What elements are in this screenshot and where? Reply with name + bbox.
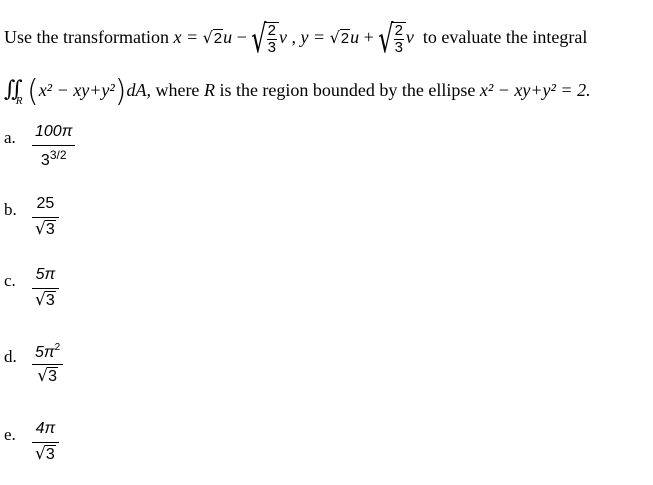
denominator-sqrt: √3 [35, 290, 55, 310]
numerator-power: 2 [54, 342, 61, 353]
numerator: 5π [35, 266, 56, 283]
double-integral-symbol: ∬ [4, 77, 16, 103]
choice-fraction [32, 196, 59, 238]
denominator-power: 3/2 [49, 148, 67, 162]
choice-letter: c. [4, 271, 16, 290]
left-paren: ( [26, 74, 39, 109]
where-text: where [155, 80, 200, 101]
choice-fraction [32, 267, 59, 309]
denominator: 3 [45, 221, 55, 238]
sqrt-2-u-2: √2 [329, 27, 350, 47]
right-paren: ) [114, 74, 127, 109]
choice-letter: e. [4, 425, 16, 444]
question-intro-text-2: to evaluate the integral [422, 26, 588, 47]
sqrt-2-u: √2 [202, 27, 223, 47]
plus-sign: + [363, 26, 379, 47]
denominator: 3 [45, 446, 55, 463]
denominator-sqrt: √3 [35, 444, 55, 464]
numerator: 5π [35, 344, 55, 361]
v-var: v [278, 26, 287, 47]
u-var-2: u [350, 26, 360, 47]
choice-fraction [32, 124, 75, 169]
denominator-sqrt: √3 [35, 219, 55, 239]
choice-fraction [32, 343, 63, 385]
question-intro-text: Use the transformation [4, 26, 169, 47]
u-var: u [223, 26, 233, 47]
numerator: 4π [35, 420, 56, 437]
minus-sign: − [236, 26, 252, 47]
question-line-2 [4, 74, 591, 109]
separator: , [291, 26, 301, 47]
choice-letter: a. [4, 128, 16, 147]
sqrt-two-thirds-2: √ $\frac{2}{3}$ [378, 22, 406, 56]
x-equals: x = [173, 26, 203, 47]
y-equals: y = [300, 26, 330, 47]
question-line-1 [4, 16, 588, 62]
v-var-2: v [405, 26, 414, 47]
sqrt-two-thirds-1: √ $\frac{2}{3}$ [251, 22, 279, 56]
denominator: 3 [45, 292, 55, 309]
numerator: 100π [35, 123, 73, 140]
choice-letter: d. [4, 347, 17, 366]
choice-letter: b. [4, 200, 17, 219]
dA: dA, [126, 80, 151, 101]
denominator: 3 [40, 152, 50, 169]
ellipse-equation: x² − xy+y² = 2. [479, 80, 591, 101]
region-subscript: R [15, 95, 23, 108]
region-R: R [203, 80, 215, 101]
choice-fraction [32, 421, 59, 463]
integrand: x² − xy+y² [38, 80, 115, 101]
numerator: 25 [36, 195, 55, 212]
denominator: 3 [48, 368, 57, 385]
denominator-sqrt: √3 [37, 366, 57, 386]
region-description: is the region bounded by the ellipse [219, 80, 476, 101]
